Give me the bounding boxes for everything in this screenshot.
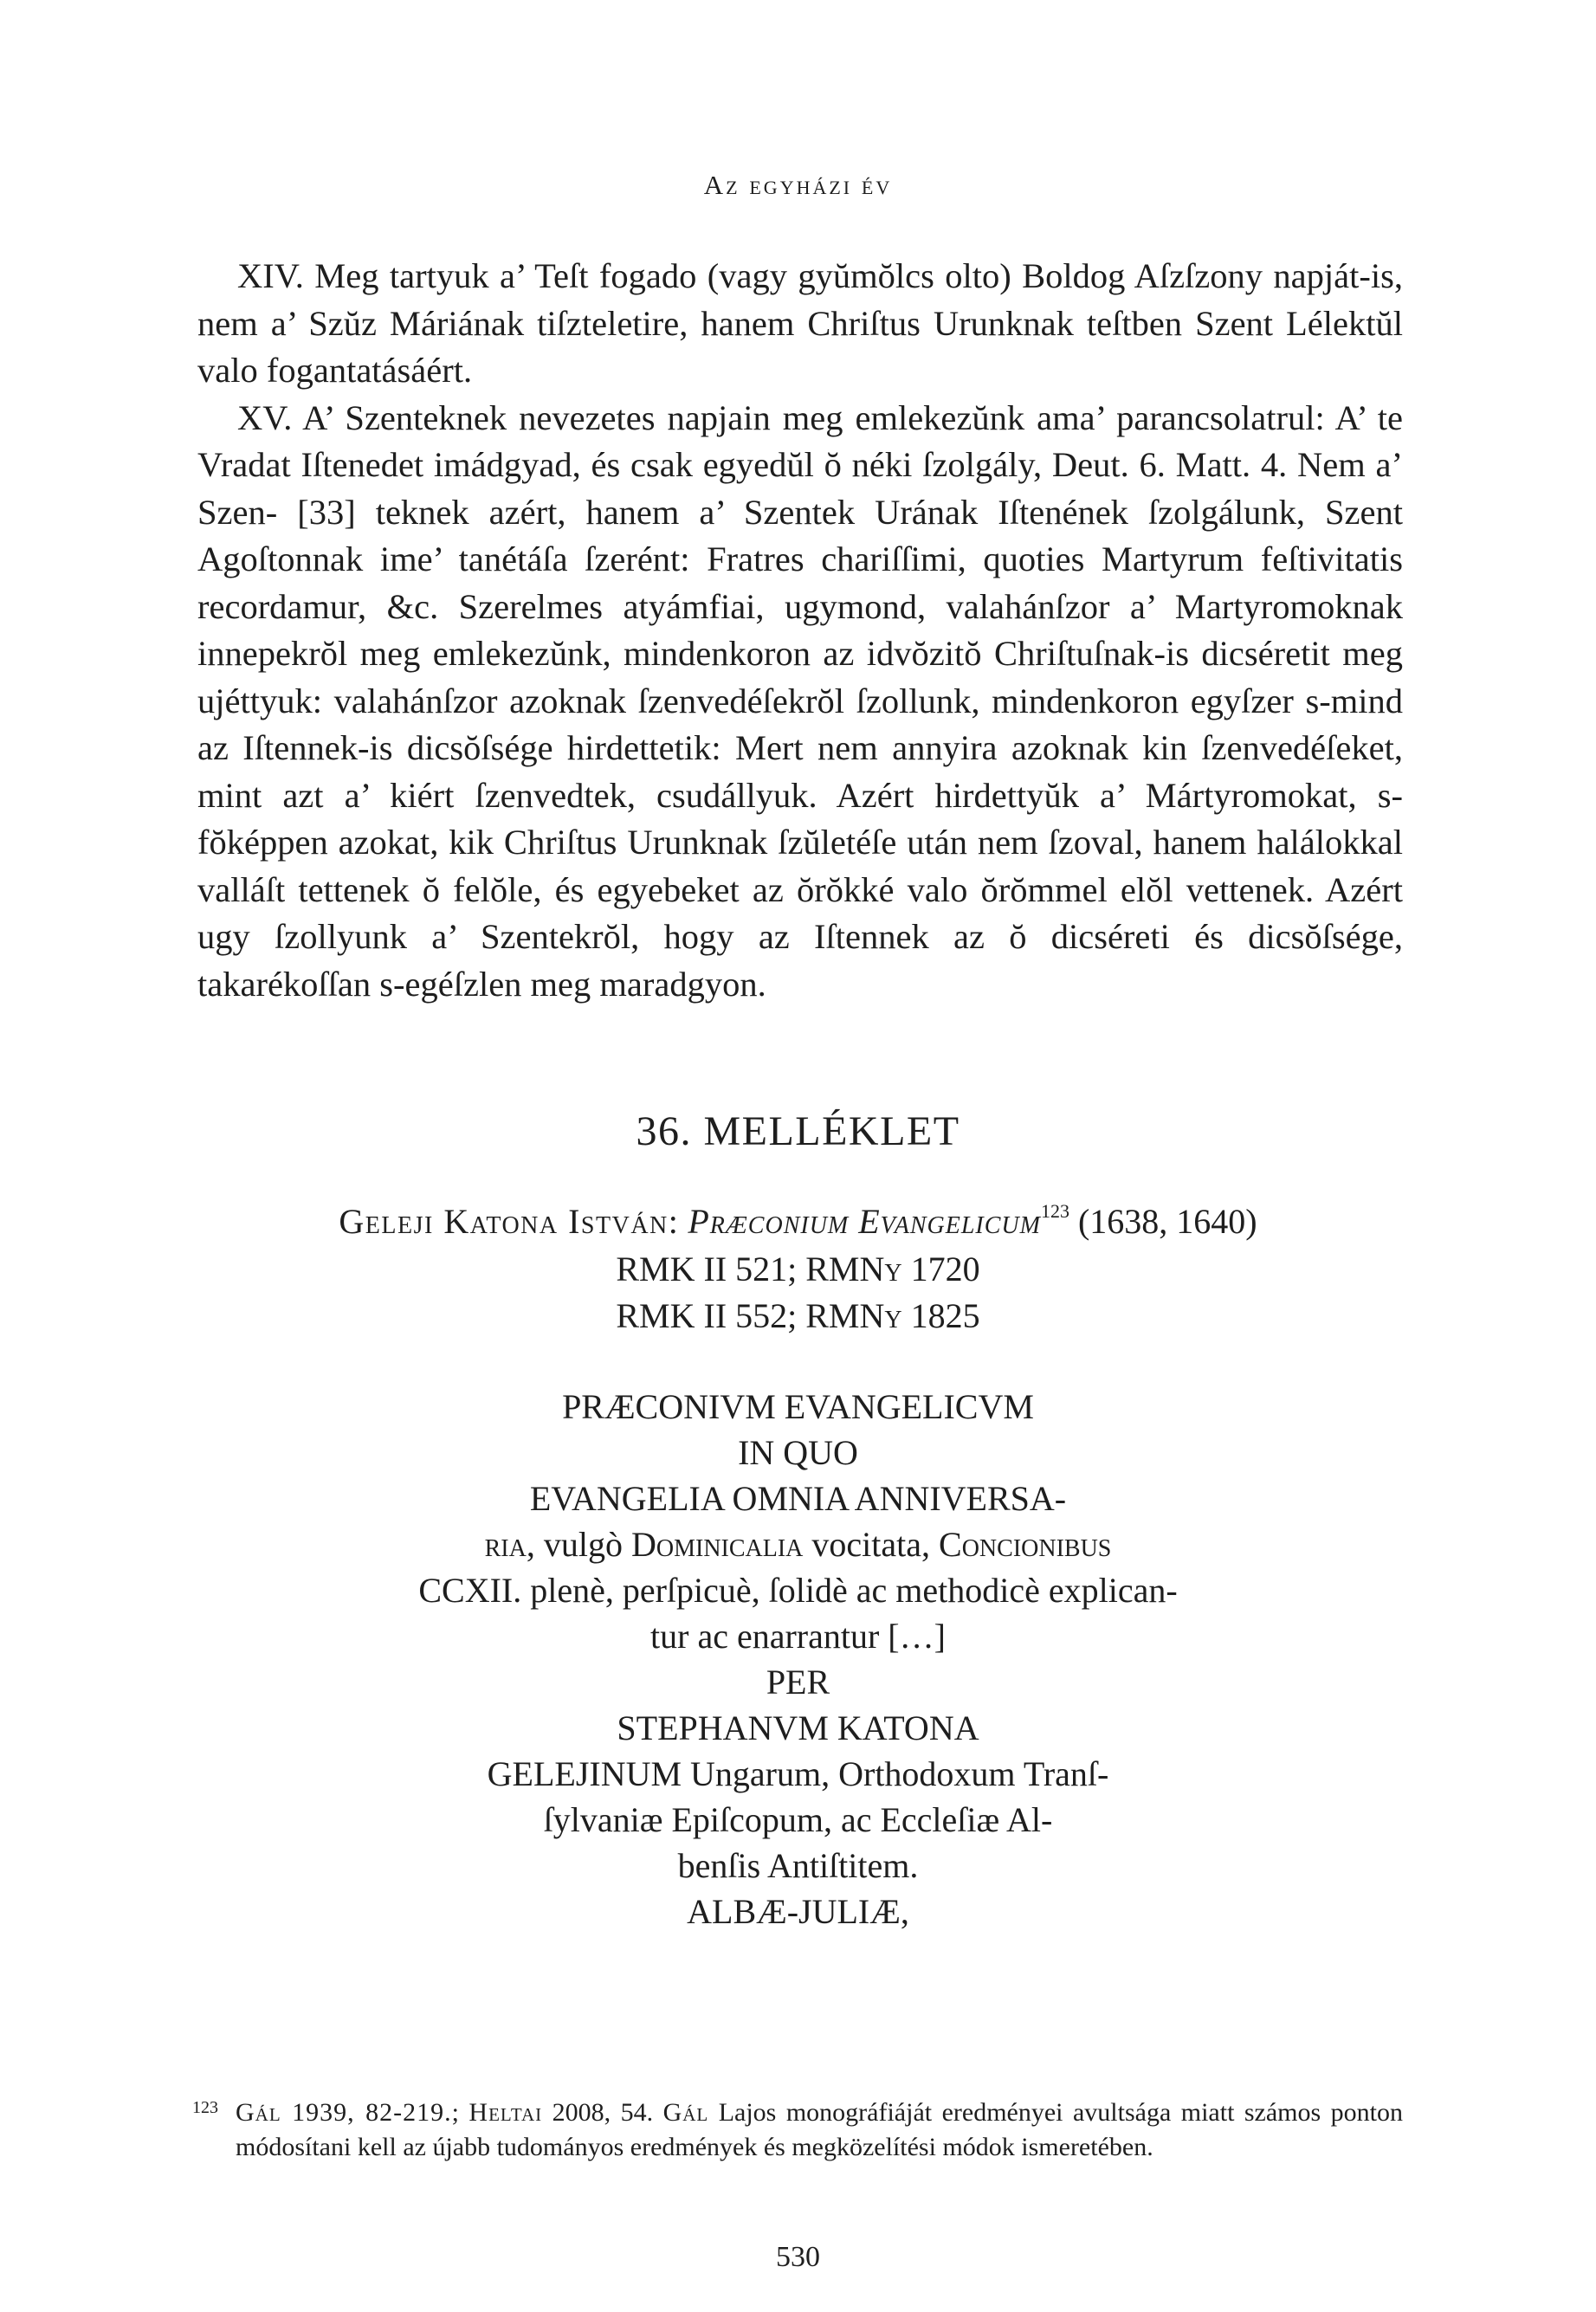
title-line-4-b: , vulgò [526,1525,631,1564]
rmk-ref-1-num: 1720 [901,1249,980,1288]
footnote-ref-3: Gál [662,2098,709,2127]
rmk-ref-2-sc: y [884,1296,902,1335]
title-line-11: benſis Antiſtitem. [677,1846,919,1885]
title-line-2: IN QUO [738,1433,858,1472]
rmk-ref-2: RMK II 552; RMN [616,1296,885,1335]
title-line-3: EVANGELIA OMNIA ANNIVERSA- [529,1479,1067,1518]
rmk-ref-1-sc: y [884,1249,902,1288]
source-line-2 [0,1246,1596,1294]
title-line-4-d: vocitata, [803,1525,940,1564]
footnote-number: 123 [192,2098,218,2117]
footnote-text [236,2096,1403,2165]
footnote-body: Lajos monográfiáját eredményei avultsága miatt számos ponton módosítani kell az újabb tudományos eredmények és megközelítési módok ismeretében. [236,2098,1404,2161]
source-work-title: Præconium Evangelicum [688,1202,1041,1241]
title-page-transcription [0,1384,1596,1934]
title-line-6: tur ac enarrantur […] [650,1617,946,1656]
source-author: Geleji Katona István: [339,1202,680,1241]
source-line-3 [0,1293,1596,1340]
title-line-4 [0,1521,1596,1567]
source-years: (1638, 1640) [1077,1202,1257,1241]
title-line-12: ALBÆ-JULIÆ, [687,1892,909,1931]
section-title: 36. MELLÉKLET [636,1108,960,1154]
running-header: Az egyházi év [703,170,893,200]
title-line-1: PRÆCONIVM EVANGELICVM [562,1387,1034,1426]
page-number: 530 [776,2241,820,2273]
title-line-4-e: Concionibus [939,1525,1112,1564]
paragraph-xiv: XIV. Meg tartyuk a’ Teſt fogado (vagy gyŭmŏlcs olto) Boldog Aſzſzony napját-is, nem a’ Szŭz Máriának tiſzteletire, hanem Chriſtus Urunknak teſtben Szent Lélektŭl valo fogantatásáért. [197,256,1403,390]
title-line-9: GELEJINUM Ungarum, Orthodoxum Tranſ- [487,1754,1109,1793]
footnote-mid: 2008, 54. [542,2098,663,2127]
paragraph-xv: XV. A’ Szenteknek nevezetes napjain meg emlekezŭnk ama’ parancsolatrul: A’ te Vradat Iſtenedet imádgyad, és csak egyedŭl ŏ néki ſzolgály, Deut. 6. Matt. 4. Nem a’ Szen- [33] teknek azért, hanem a’ Szentek Urának Iſtenének ſzolgálunk, Szent Agoſtonnak ime’ tanétáſa ſzerént: Fratres chariſſimi, quoties Martyrum feſtivitatis recordamur, &c. Szerelmes atyámfiai, ugymond, valahánſzor a’ Martyromoknak innepekrŏl meg emlekezŭnk, mindenkoron az idvŏzitŏ Chriſtuſnak-is dicséretit meg ujéttyuk: valahánſzor azoknak ſzenvedéſekrŏl ſzollunk, mindenkoron egyſzer s-mind az Iſtennek-is dicsŏſsége hirdettetik: Mert nem annyira azoknak kin ſzenvedéſeket, mint azt a’ kiért ſzenvedtek, csudállyuk. Azért hirdettyŭk a’ Mártyromokat, s-fŏképpen azokat, kik Chriſtus Urunknak ſzŭletéſe után nem ſzoval, hanem halálokkal valláſt tettenek ŏ felŏle, és egyebeket az ŏrŏkké valo ŏrŏmmel elŏl vettenek. Azért ugy ſzollyunk a’ Szentekrŏl, hogy az Iſtennek az ŏ dicséreti és dicsŏſsége, takarékoſſan s-egéſzlen meg maradgyon. [197,397,1403,1004]
title-line-5: CCXII. plenè, perſpicuè, ſolidè ac methodicè explican- [418,1571,1178,1610]
main-text [197,253,1403,1008]
title-line-8: STEPHANVM KATONA [617,1708,979,1747]
footnote-ref-2: Heltai [468,2098,543,2127]
footnote-ref-1: Gál 1939, 82-219. [236,2098,452,2127]
title-line-10: ſylvaniæ Epiſcopum, ac Eccleſiæ Al- [543,1800,1053,1839]
footnote [192,2096,1404,2165]
rmk-ref-1: RMK II 521; RMN [616,1249,885,1288]
source-line-1 [0,1198,1596,1246]
title-line-4-a: ria [484,1525,527,1564]
title-line-4-c: Dominicalia [630,1525,804,1564]
footnote-reference[interactable]: 123 [1040,1200,1069,1222]
footnote-sep: ; [451,2098,469,2127]
title-line-7: PER [766,1663,830,1702]
source-citation [0,1198,1596,1340]
rmk-ref-2-num: 1825 [901,1296,980,1335]
